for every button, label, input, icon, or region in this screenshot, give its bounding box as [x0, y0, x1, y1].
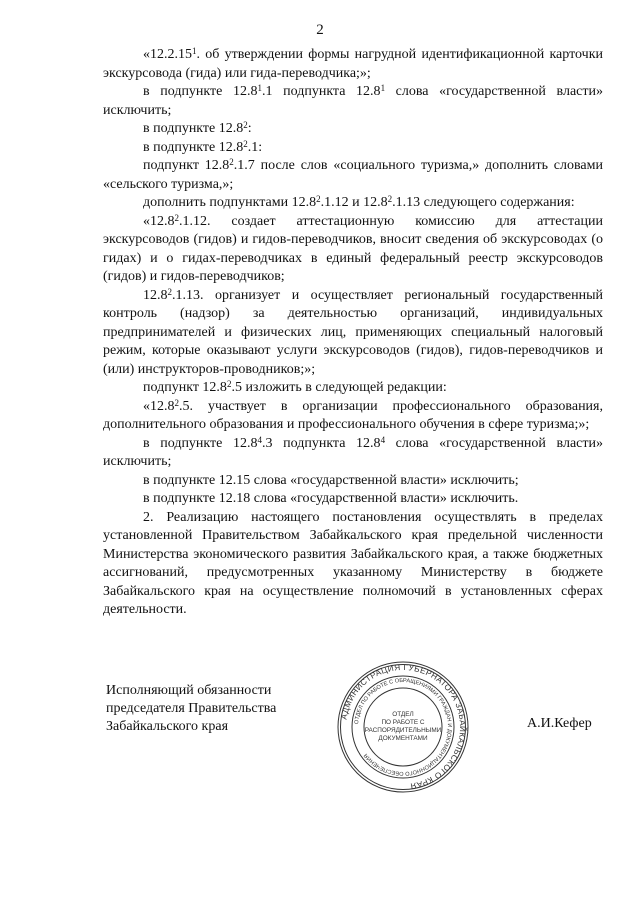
page-number: 2 — [316, 22, 324, 38]
paragraph-12-8-2-5: «12.8$^2$.5. участвует в организации профессионального образования, дополнительного образования и профессионального обучения в сфере туризма;»; — [103, 397, 603, 432]
paragraph-item-2: 2. Реализацию настоящего постановления осуществлять в пределах установленной Правительством Забайкальского края предельной численности Министерства экономического развития Забайкальского края, а также бюджетных ассигнований, предусмотренных указанному Министерству в бюджете Забайкальского края на осуществление полномочий в установленных сферах деятельности. — [103, 509, 603, 617]
seal-center-line: РАСПОРЯДИТЕЛЬНЫМИ — [364, 727, 442, 734]
seal-center-line: ОТДЕЛ — [392, 711, 414, 718]
paragraph-12-8-2-1: в подпункте 12.8$^2$.1: — [143, 138, 263, 155]
seal-inner-text: ОТДЕЛ ПО РАБОТЕ С ОБРАЩЕНИЯМИ ГРАЖДАН И ДОКУМЕНТАЦИОННОГО ОБЕСПЕЧЕНИЯ — [354, 677, 453, 777]
paragraph-add-subitems: дополнить подпунктами 12.8$^2$.1.12 и 12.8$^2$.1.13 следующего содержания: — [143, 194, 575, 210]
paragraph-12-8-4-3: в подпункте 12.8$^4$.3 подпункта 12.8$^4$ слова «государственной власти» исключить; — [103, 434, 603, 469]
paragraph-12-18: в подпункте 12.18 слова «государственной власти» исключить. — [143, 491, 519, 506]
paragraph-12-8-1-1: в подпункте 12.8$^1$.1 подпункта 12.8$^1$ слова «государственной власти» исключить; — [103, 83, 603, 118]
paragraph-12-15: в подпункте 12.15 слова «государственной власти» исключить; — [143, 472, 519, 488]
signature-position-line: Забайкальского края — [106, 719, 229, 734]
seal-graphic — [336, 660, 470, 794]
paragraph-12-8-2: в подпункте 12.8$^2$: — [143, 120, 252, 136]
paragraph-12-2-15: «12.2.15$^1$. об утверждении формы нагрудной идентификационной карточки экскурсовода (гида) или гида-переводчика;»; — [103, 46, 603, 81]
seal-outer-text: АДМИНИСТРАЦИЯ ГУБЕРНАТОРА ЗАБАЙКАЛЬСКОГО КРАЯ — [339, 662, 468, 791]
signature-position — [106, 682, 276, 736]
document-body — [103, 46, 603, 620]
seal-center-line: ПО РАБОТЕ С — [381, 719, 425, 726]
signature-position-line: председателя Правительства — [106, 701, 277, 716]
paragraph-12-8-2-1-13: 12.8$^2$.1.13. организует и осуществляет региональный государственный контроль (надзор) за деятельностью организаций, индивидуальных предпринимателей и физических лиц, применяющих специальный налоговый режим, которые оказывают услуги экскурсоводов (гидов), гидов-переводчиков и (или) инструкторов-проводников;»; — [103, 286, 603, 377]
paragraph-12-8-2-5-intro: подпункт 12.8$^2$.5 изложить в следующей редакции: — [143, 379, 447, 395]
signature-position-line: Исполняющий обязанности — [106, 683, 272, 698]
official-seal — [336, 660, 470, 794]
seal-center-line: ДОКУМЕНТАМИ — [378, 735, 428, 742]
paragraph-12-8-2-1-7: подпункт 12.8$^2$.1.7 после слов «социального туризма,» дополнить словами «сельского туризма,»; — [103, 157, 603, 192]
signatory-name: А.И.Кефер — [527, 716, 592, 731]
paragraph-12-8-2-1-12: «12.8$^2$.1.12. создает аттестационную комиссию для аттестации экскурсоводов (гидов) и гидов-переводчиков, вносит сведения об экскурсоводах (о гидах) и о гидах-переводчиках в единый федеральный реестр экскурсоводов (гидов) и гидов-переводчиков; — [103, 212, 603, 284]
